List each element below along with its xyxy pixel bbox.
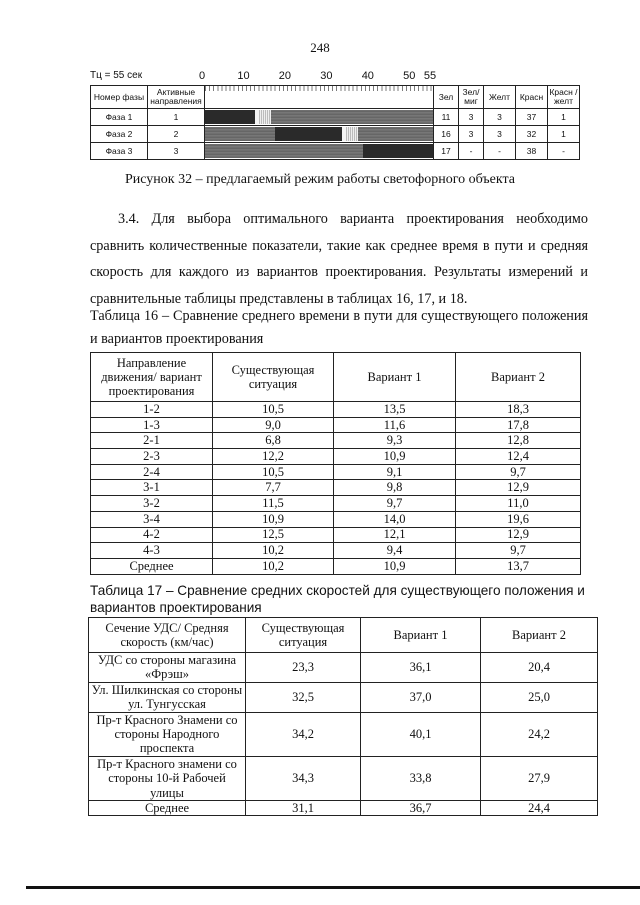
t16-header: Существующая ситуация: [213, 353, 334, 402]
table16-row-cell: 10,9: [334, 558, 456, 574]
phase-green-blink: -: [459, 143, 484, 160]
phase-timeline: [205, 109, 434, 126]
phase-row: [91, 109, 580, 126]
table17-row-cell: 40,1: [361, 712, 481, 756]
scale-label: 55: [423, 70, 437, 82]
phase-green-blink: 3: [459, 109, 484, 126]
table17-row-cell: 24,4: [481, 801, 598, 816]
phase-row: [91, 143, 580, 160]
table16-row-cell: 9,4: [334, 543, 456, 559]
scale-label: 20: [278, 70, 292, 82]
table16-row-cell: 10,2: [213, 543, 334, 559]
t16-header: Направление движения/ вариант проектирования: [91, 353, 213, 402]
timeline-segment: [275, 127, 341, 141]
table16-row-cell: 4-3: [91, 543, 213, 559]
timeline-segment: [205, 144, 363, 158]
table16-row-cell: 11,6: [334, 417, 456, 433]
table16-row-cell: 13,7: [456, 558, 581, 574]
table16-row-cell: 10,9: [334, 449, 456, 465]
table16-row-cell: 19,6: [456, 511, 581, 527]
phase-name: Фаза 3: [91, 143, 148, 160]
phase-name: Фаза 1: [91, 109, 148, 126]
phase-green-blink: 3: [459, 126, 484, 143]
table16-row-cell: 2-4: [91, 464, 213, 480]
table17-row-cell: 24,2: [481, 712, 598, 756]
table17-row-cell: 31,1: [246, 801, 361, 816]
table17-row-cell: 32,5: [246, 682, 361, 712]
scale-label: 40: [361, 70, 374, 82]
table17-row: [89, 756, 598, 800]
table16-row-cell: 10,9: [213, 511, 334, 527]
table16-row-cell: 9,8: [334, 480, 456, 496]
figure-caption: Рисунок 32 – предлагаемый режим работы светофорного объекта: [125, 172, 515, 187]
table17-row-cell: Ул. Шилкинская со стороны ул. Тунгусская: [89, 682, 246, 712]
signal-timing-diagram: [90, 70, 584, 156]
phase-timeline: [205, 126, 434, 143]
phase-red-yellow: 1: [548, 109, 580, 126]
table16-row: [91, 402, 581, 418]
table17-row-cell: 23,3: [246, 653, 361, 683]
table16-row-cell: 6,8: [213, 433, 334, 449]
table16-row-cell: 2-1: [91, 433, 213, 449]
table17-row-cell: Среднее: [89, 801, 246, 816]
t17-header: Существующая ситуация: [246, 618, 361, 653]
table16-row-cell: 9,7: [456, 543, 581, 559]
phase-red-yellow: -: [548, 143, 580, 160]
table16-row-cell: 9,3: [334, 433, 456, 449]
table16-row: [91, 464, 581, 480]
table17-row-cell: 36,1: [361, 653, 481, 683]
timeline-segment: [205, 110, 255, 124]
phase-green: 11: [434, 109, 459, 126]
table16-row: [91, 449, 581, 465]
table17-row-cell: 33,8: [361, 756, 481, 800]
timeline-segment: [271, 110, 433, 124]
table17-row: [89, 682, 598, 712]
table16-row-cell: 11,5: [213, 496, 334, 512]
table16-row-cell: 12,4: [456, 449, 581, 465]
table17-row: [89, 712, 598, 756]
phase-row: [91, 126, 580, 143]
timeline-segment: [363, 144, 433, 158]
scale-label: 50: [403, 70, 416, 82]
phase-red-yellow: 1: [548, 126, 580, 143]
phase-yellow: 3: [484, 109, 516, 126]
table16-row-cell: 18,3: [456, 402, 581, 418]
phase-red: 32: [516, 126, 548, 143]
table16-row-cell: 13,5: [334, 402, 456, 418]
header-timeline: [205, 86, 434, 109]
phase-red: 37: [516, 109, 548, 126]
table-17: [88, 617, 598, 816]
table17-row-cell: УДС со стороны магазина «Фрэш»: [89, 653, 246, 683]
timeline-segment: [259, 110, 271, 124]
table16-row-cell: 12,9: [456, 480, 581, 496]
table16-row-cell: 10,2: [213, 558, 334, 574]
t16-header: Вариант 2: [456, 353, 581, 402]
t17-header: Вариант 2: [481, 618, 598, 653]
table16-row-cell: 7,7: [213, 480, 334, 496]
header-green: Зел: [434, 86, 459, 109]
table16-row-cell: 14,0: [334, 511, 456, 527]
signal-phase-table: [90, 85, 580, 160]
table16-row-cell: 9,7: [334, 496, 456, 512]
t16-header: Вариант 1: [334, 353, 456, 402]
table16-row: [91, 543, 581, 559]
table16-row-cell: Среднее: [91, 558, 213, 574]
page-number: 248: [310, 40, 330, 55]
phase-yellow: 3: [484, 126, 516, 143]
table-16: [90, 352, 581, 575]
table17-caption: Таблица 17 – Сравнение средних скоростей для существующего положения и вариантов проектирования: [90, 583, 585, 615]
timeline-segment: [346, 127, 358, 141]
phase-timeline: [205, 143, 434, 160]
phase-green: 17: [434, 143, 459, 160]
table16-row-cell: 1-3: [91, 417, 213, 433]
table16-row-cell: 2-3: [91, 449, 213, 465]
header-green-blink: Зел/ миг: [459, 86, 484, 109]
table17-row-cell: 34,2: [246, 712, 361, 756]
table16-row-cell: 9,0: [213, 417, 334, 433]
table16-row-cell: 4-2: [91, 527, 213, 543]
table17-row: [89, 653, 598, 683]
table16-row-cell: 12,5: [213, 527, 334, 543]
timeline-segment: [205, 127, 275, 141]
table16-row-cell: 12,9: [456, 527, 581, 543]
page-bottom-rule: [26, 886, 640, 889]
body-paragraph: [90, 206, 588, 312]
table16-row: [91, 558, 581, 574]
table17-row-cell: 37,0: [361, 682, 481, 712]
table16-row: [91, 433, 581, 449]
table16-row: [91, 527, 581, 543]
table17-row-cell: 20,4: [481, 653, 598, 683]
table16-row-cell: 1-2: [91, 402, 213, 418]
phase-name: Фаза 2: [91, 126, 148, 143]
table16-row-cell: 12,2: [213, 449, 334, 465]
table17-row-cell: Пр-т Красного знамени со стороны 10-й Рабочей улицы: [89, 756, 246, 800]
table17-row-cell: 27,9: [481, 756, 598, 800]
table16-row-cell: 3-1: [91, 480, 213, 496]
scale-label: 10: [237, 70, 250, 82]
table16-row-cell: 17,8: [456, 417, 581, 433]
header-red-yellow: Красн /желт: [548, 86, 580, 109]
timeline-segment: [358, 127, 433, 141]
table17-row-cell: 34,3: [246, 756, 361, 800]
table16-row-cell: 12,1: [334, 527, 456, 543]
table16-row-cell: 10,5: [213, 464, 334, 480]
table16-caption: Таблица 16 – Сравнение среднего времени в пути для существующего положения и вариантов проектирования: [90, 308, 588, 347]
paragraph-text: 3.4. Для выбора оптимального варианта проектирования необходимо сравнить количественные показатели, такие как среднее время в пути и средняя скорость для каждого из вариантов проектирования. Результаты измерений и сравнительные таблицы представлены в таблицах 16, 17, и 18.: [90, 211, 588, 307]
cycle-length-label: Тц = 55 сек: [90, 70, 143, 81]
table16-row-cell: 9,1: [334, 464, 456, 480]
phase-green: 16: [434, 126, 459, 143]
table16-row: [91, 511, 581, 527]
phase-active: 2: [148, 126, 205, 143]
table17-row-cell: Пр-т Красного Знамени со стороны Народного проспекта: [89, 712, 246, 756]
header-red: Красн: [516, 86, 548, 109]
table16-row-cell: 9,7: [456, 464, 581, 480]
header-active: Активные направления: [148, 86, 205, 109]
t17-header: Сечение УДС/ Средняя скорость (км/час): [89, 618, 246, 653]
table16-row-cell: 10,5: [213, 402, 334, 418]
phase-active: 3: [148, 143, 205, 160]
scale-label: 30: [320, 70, 333, 82]
table17-row-cell: 25,0: [481, 682, 598, 712]
table16-row: [91, 480, 581, 496]
table16-row: [91, 417, 581, 433]
header-phase: Номер фазы: [91, 86, 148, 109]
header-yellow: Желт: [484, 86, 516, 109]
table16-row-cell: 3-4: [91, 511, 213, 527]
table16-row-cell: 12,8: [456, 433, 581, 449]
table17-row: [89, 801, 598, 816]
table16-row-cell: 11,0: [456, 496, 581, 512]
scale-label: 0: [198, 70, 206, 82]
phase-active: 1: [148, 109, 205, 126]
table17-row-cell: 36,7: [361, 801, 481, 816]
table16-row-cell: 3-2: [91, 496, 213, 512]
phase-red: 38: [516, 143, 548, 160]
table16-row: [91, 496, 581, 512]
phase-yellow: -: [484, 143, 516, 160]
t17-header: Вариант 1: [361, 618, 481, 653]
